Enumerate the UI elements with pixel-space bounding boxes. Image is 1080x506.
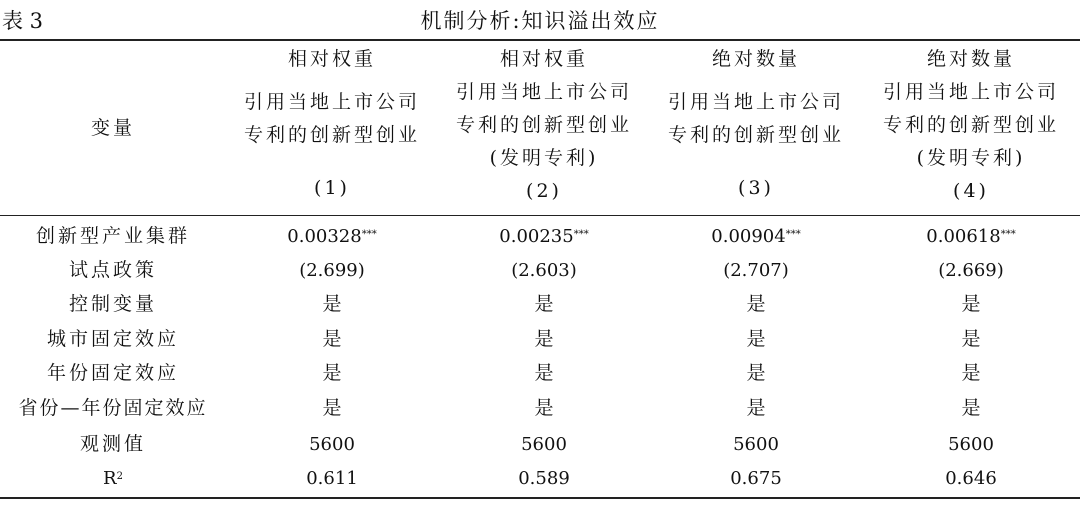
row-label: 年份固定效应 — [46, 362, 179, 384]
table-cell: 是 — [961, 397, 981, 419]
table-cell: 5600 — [948, 434, 994, 455]
significance-stars: *** — [361, 229, 377, 240]
column-measure: 绝对数量 — [711, 48, 800, 70]
table-cell: (2.603) — [511, 260, 577, 281]
table-cell: 5600 — [733, 434, 779, 455]
column-desc-line: 引用当地上市公司 — [243, 91, 420, 113]
column-desc-line: 专利的创新型创业 — [455, 114, 632, 136]
table-row — [0, 462, 1080, 497]
column-header-4 — [862, 41, 1080, 215]
column-desc-line: (发明专利) — [916, 147, 1026, 169]
header-rule — [0, 215, 1080, 216]
table-cell: 是 — [961, 362, 981, 384]
variable-header: 变量 — [90, 117, 135, 139]
column-number: (3) — [738, 177, 774, 199]
table-cell: 是 — [746, 362, 766, 384]
table-cell: 0.646 — [945, 468, 997, 489]
table-row — [0, 357, 1080, 392]
table-cell: (2.669) — [938, 260, 1004, 281]
column-number: (2) — [526, 180, 562, 202]
table-cell: 0.00618*** — [926, 226, 1016, 247]
row-label: 城市固定效应 — [46, 328, 179, 350]
column-number: (1) — [314, 177, 350, 199]
table-row — [0, 428, 1080, 463]
table-cell: 是 — [746, 293, 766, 315]
row-label: 控制变量 — [68, 293, 157, 315]
table-cell: 0.00904*** — [711, 226, 801, 247]
row-label: 观测值 — [79, 433, 146, 455]
table-cell: 是 — [746, 328, 766, 350]
table-cell: 5600 — [309, 434, 355, 455]
column-measure: 绝对数量 — [926, 48, 1015, 70]
column-desc-line: 专利的创新型创业 — [243, 124, 420, 146]
table-cell: 0.611 — [306, 468, 358, 489]
row-label: 创新型产业集群 — [35, 225, 190, 247]
table-cell: 是 — [534, 397, 554, 419]
table-row — [0, 254, 1080, 289]
table-cell: 是 — [322, 293, 342, 315]
significance-stars: *** — [1000, 229, 1016, 240]
row-label: 试点政策 — [68, 259, 157, 281]
column-desc-line: 引用当地上市公司 — [667, 91, 844, 113]
superscript: 2 — [116, 471, 123, 482]
table-cell: 是 — [534, 362, 554, 384]
table-row — [0, 392, 1080, 427]
table-cell: 0.675 — [730, 468, 782, 489]
table-cell: 5600 — [521, 434, 567, 455]
table-cell: (2.699) — [299, 260, 365, 281]
column-number: (4) — [953, 180, 989, 202]
column-header-3 — [650, 41, 862, 215]
row-label: 省份—年份固定效应 — [18, 397, 208, 419]
table-cell: 是 — [961, 328, 981, 350]
column-measure: 相对权重 — [287, 48, 376, 70]
row-label: $R^2$ — [103, 468, 123, 489]
table-cell: 是 — [322, 362, 342, 384]
column-header-1 — [226, 41, 438, 215]
column-desc-line: 专利的创新型创业 — [882, 114, 1059, 136]
table-row — [0, 220, 1080, 255]
table-cell: 0.589 — [518, 468, 570, 489]
column-desc-line: (发明专利) — [489, 147, 599, 169]
significance-stars: *** — [573, 229, 589, 240]
table-cell: 是 — [322, 328, 342, 350]
bottom-rule — [0, 497, 1080, 499]
table-number: 表 3 — [2, 9, 44, 33]
table-row — [0, 323, 1080, 358]
table-caption — [0, 0, 1080, 34]
significance-stars: *** — [785, 229, 801, 240]
table-cell: 是 — [746, 397, 766, 419]
table-cell: 是 — [322, 397, 342, 419]
table-cell: 是 — [534, 328, 554, 350]
table-cell: 是 — [961, 293, 981, 315]
column-measure: 相对权重 — [499, 48, 588, 70]
table-cell: 0.00235*** — [499, 226, 589, 247]
table-row — [0, 288, 1080, 323]
table-cell: 0.00328*** — [287, 226, 377, 247]
column-desc-line: 引用当地上市公司 — [455, 81, 632, 103]
table-cell: (2.707) — [723, 260, 789, 281]
column-header-2 — [438, 41, 650, 215]
table-title: 机制分析:知识溢出效应 — [420, 9, 660, 33]
column-desc-line: 引用当地上市公司 — [882, 81, 1059, 103]
column-desc-line: 专利的创新型创业 — [667, 124, 844, 146]
table-cell: 是 — [534, 293, 554, 315]
